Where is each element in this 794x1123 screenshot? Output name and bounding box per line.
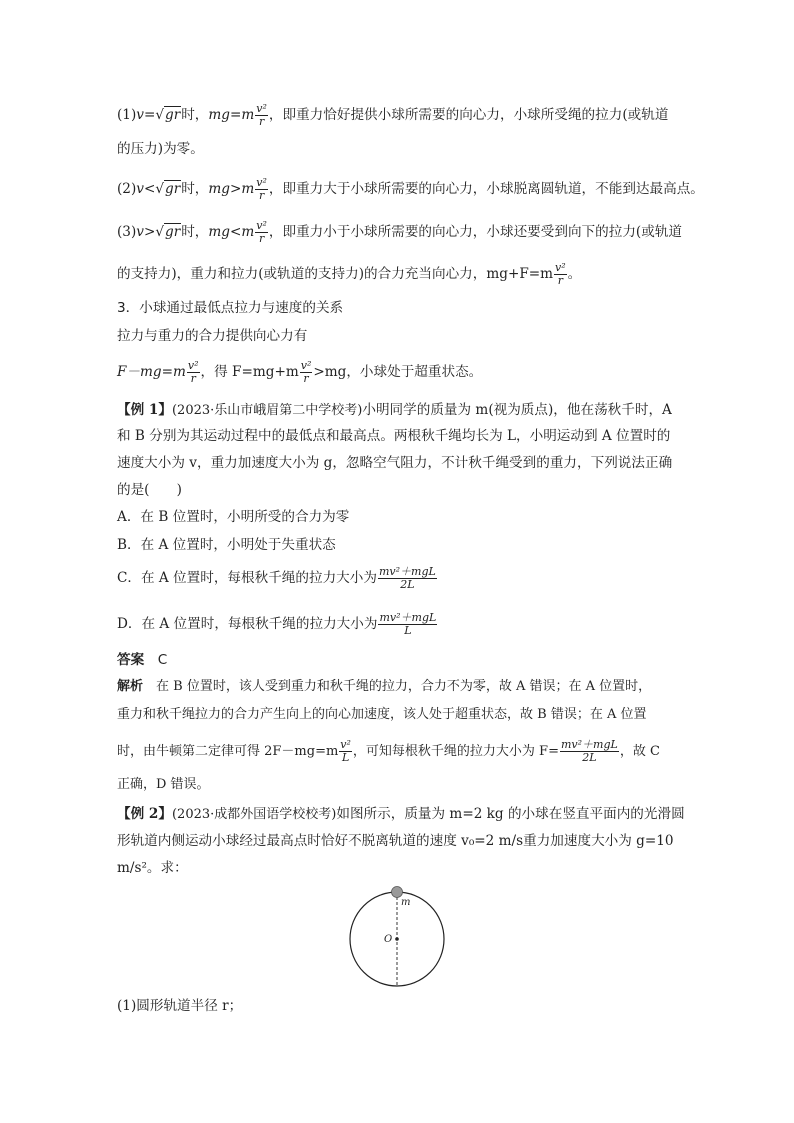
- analysis3-num2: mv²＋mgL: [560, 738, 618, 751]
- case1-line2: 的压力)为零。: [117, 141, 204, 157]
- label-m: m: [401, 897, 411, 908]
- label-o: O: [384, 934, 393, 945]
- section3-frac2-den: r: [300, 372, 313, 385]
- case2-frac-num: v²: [256, 176, 267, 189]
- ball: [392, 887, 403, 898]
- analysis-label: 解析: [117, 679, 144, 694]
- analysis3-mid: ，可知每根秋千绳的拉力大小为 F=: [352, 744, 559, 759]
- analysis3-pre: 时，由牛顿第二定律可得 2F－mg=m: [117, 744, 339, 759]
- example2-line2: 形轨道内侧运动小球经过最高点时恰好不脱离轨道的速度 v₀=2 m/s重力加速度大小为 g=10: [117, 833, 674, 849]
- analysis-line4: 正确，D 错误。: [117, 777, 210, 792]
- case3-frac-den: r: [255, 232, 268, 245]
- section3-heading: 3．小球通过最低点拉力与速度的关系: [117, 300, 344, 316]
- example2-tag: 【例 2】: [117, 806, 172, 822]
- example2-line3: m/s²。求：: [117, 860, 188, 876]
- option-c-den: 2L: [378, 578, 437, 591]
- answer-value: C: [157, 652, 168, 668]
- case3-sqrt: √gr: [155, 224, 181, 240]
- case1-line: [117, 103, 668, 128]
- example1-answer: [117, 650, 167, 670]
- option-c-num: mv²＋mgL: [378, 565, 436, 578]
- case2-frac: [255, 177, 268, 202]
- analysis3-frac2: [560, 739, 619, 764]
- case2-tail: ，即重力大于小球所需要的向心力，小球脱离圆轨道，不能到达最高点。: [268, 181, 704, 197]
- case3-cond-post: 时，: [181, 224, 209, 240]
- center-point: [395, 937, 399, 941]
- case1-tail: ，即重力恰好提供小球所需要的向心力，小球所受绳的拉力(或轨道: [268, 107, 669, 123]
- case3-line2-frac-den: r: [554, 274, 567, 287]
- case3-line2-frac: [554, 262, 567, 287]
- analysis-text1: 在 B 位置时，该人受到重力和秋千绳的拉力，合力不为零，故 A 错误；在 A 位置时，: [156, 679, 652, 694]
- example1-line2: 和 B 分别为其运动过程中的最低点和最高点。两根秋千绳均长为 L，小明运动到 A 位置时的: [117, 428, 671, 444]
- circle-track-figure: [345, 885, 451, 989]
- case3-frac: [255, 220, 268, 245]
- case3-line: [117, 220, 682, 245]
- section3-equation: [117, 360, 482, 385]
- example1-option-d: [117, 612, 438, 637]
- analysis3-num: v²: [340, 738, 351, 751]
- option-d-text: D．在 A 位置时，每根秋千绳的拉力大小为: [117, 616, 378, 632]
- section3-eq-mid: ，得 F=mg+m: [200, 364, 299, 380]
- case1-eq: mg=m: [208, 107, 255, 123]
- analysis3-post: ，故 C: [619, 744, 660, 759]
- case1-cond-post: 时，: [181, 107, 209, 123]
- option-c-frac: [378, 566, 437, 591]
- answer-label: 答案: [117, 652, 145, 668]
- case2-cond-post: 时，: [181, 181, 209, 197]
- case1-sqrt: √gr: [155, 107, 181, 123]
- example2-question1: (1)圆形轨道半径 r；: [117, 998, 243, 1014]
- case3-line2-frac-num: v²: [555, 261, 566, 274]
- example2-line1: [117, 804, 685, 825]
- case3-tail: ，即重力小于小球所需要的向心力，小球还要受到向下的拉力(或轨道: [268, 224, 683, 240]
- case1-frac: [255, 103, 268, 128]
- analysis-line2: 重力和秋千绳拉力的合力产生向上的向心加速度，该人处于超重状态，故 B 错误；在 A 位置: [117, 707, 647, 722]
- section3-eq-post: >mg，小球处于超重状态。: [313, 364, 483, 380]
- section3-frac2: [300, 360, 313, 385]
- section3-frac1-num: v²: [187, 359, 199, 372]
- analysis-line1: [117, 677, 651, 697]
- example1-tag: 【例 1】: [117, 402, 172, 418]
- section3-line1: 拉力与重力的合力提供向心力有: [117, 328, 308, 344]
- case3-cond: v>: [136, 224, 156, 240]
- example1-option-c: [117, 566, 438, 591]
- section3-eq-pre: F－mg=m: [117, 364, 186, 380]
- case1-frac-den: r: [255, 115, 268, 128]
- case2-sqrt-content: gr: [165, 181, 181, 197]
- section3-frac2-num: v²: [300, 359, 312, 372]
- analysis3-frac1: [339, 739, 352, 764]
- example2-source: (2023·成都外国语学校校考): [171, 807, 337, 822]
- example1-source: (2023·乐山市峨眉第二中学校考): [171, 403, 363, 418]
- case1-frac-num: v²: [256, 102, 267, 115]
- option-d-frac: [378, 612, 437, 637]
- case3-line2-post: 。: [567, 266, 582, 282]
- analysis-line3: [117, 739, 660, 764]
- analysis3-den2: 2L: [560, 751, 619, 764]
- example1-line4: 的是( ): [117, 482, 182, 498]
- example1-option-a: A．在 B 位置时，小明所受的合力为零: [117, 509, 350, 525]
- example1-option-b: B．在 A 位置时，小明处于失重状态: [117, 537, 336, 553]
- case1-lead: (1): [117, 107, 137, 123]
- case2-cond: v<: [136, 181, 156, 197]
- case3-line2: [117, 262, 581, 287]
- example2-text1: 如图所示，质量为 m=2 kg 的小球在竖直平面内的光滑圆: [336, 806, 685, 822]
- case3-sqrt-content: gr: [165, 224, 181, 240]
- section3-frac1: [187, 360, 200, 385]
- example1-line3: 速度大小为 v，重力加速度大小为 g，忽略空气阻力，不计秋千绳受到的重力，下列说法正确: [117, 455, 673, 471]
- section3-frac1-den: r: [187, 372, 200, 385]
- case2-sqrt: √gr: [155, 181, 181, 197]
- example1-line1: [117, 400, 672, 421]
- case2-frac-den: r: [255, 189, 268, 202]
- analysis3-den: L: [339, 751, 352, 764]
- case3-eq: mg<m: [208, 224, 255, 240]
- case2-eq: mg>m: [208, 181, 255, 197]
- option-d-num: mv²＋mgL: [379, 611, 437, 624]
- case3-line2-text: 的支持力)，重力和拉力(或轨道的支持力)的合力充当向心力，mg+F=m: [117, 266, 554, 282]
- example1-text1: 小明同学的质量为 m(视为质点)，他在荡秋千时，A: [362, 402, 672, 418]
- case2-line: [117, 177, 704, 202]
- case2-lead: (2): [117, 181, 137, 197]
- case1-sqrt-content: gr: [165, 107, 181, 123]
- option-c-text: C．在 A 位置时，每根秋千绳的拉力大小为: [117, 570, 377, 586]
- case3-lead: (3): [117, 224, 137, 240]
- option-d-den: L: [378, 624, 437, 637]
- case1-cond: v=: [136, 107, 156, 123]
- case3-frac-num: v²: [256, 219, 267, 232]
